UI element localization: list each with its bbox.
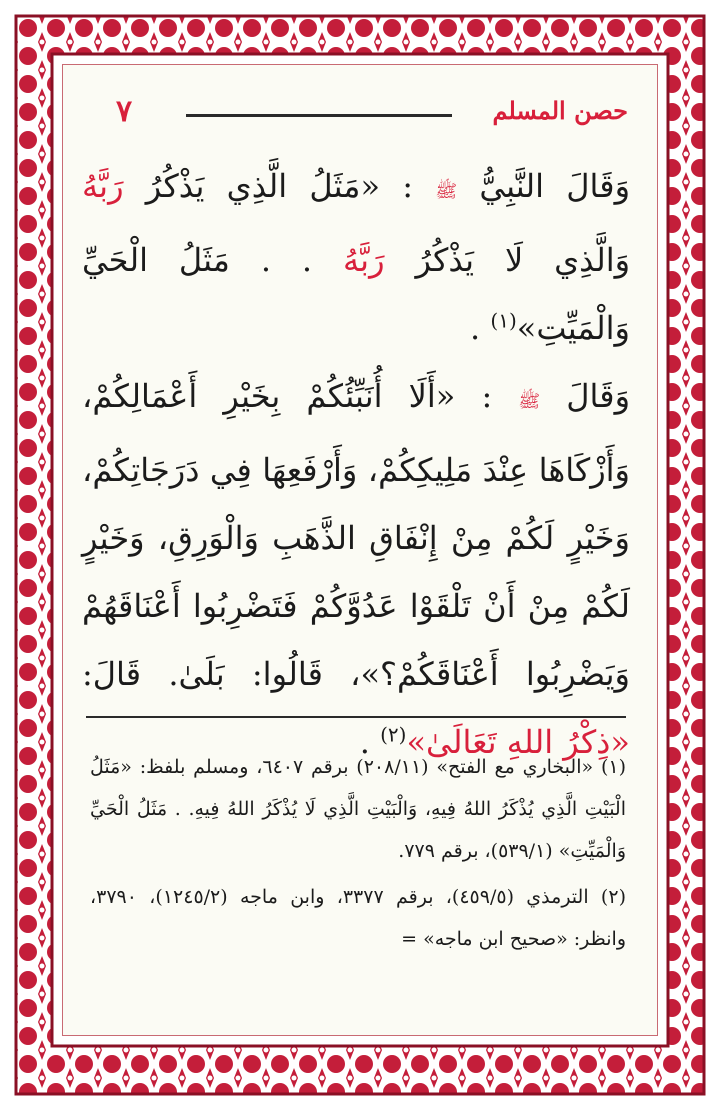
footnote-text: الترمذي (٤٥٩/٥)، برقم ٣٣٧٧، وابن ماجه (١٢٤٥/٢)، ٣٧٩٠، وانظر: «صحيح ابن ماجه» =: [90, 886, 626, 950]
hadith-1-rabbahu-2: رَبَّهُ: [343, 241, 385, 279]
footnotes: [90, 746, 626, 964]
hadith-1-part2: وَالَّذِي لَا يَذْكُرُ: [415, 241, 631, 279]
page-number: ٧: [116, 94, 133, 129]
honorific-icon: ﷺ: [518, 391, 541, 412]
footnote-ref-1[interactable]: (١): [490, 308, 517, 333]
honorific-icon: ﷺ: [435, 181, 458, 202]
hadith-2-intro: وَقَالَ: [566, 377, 631, 415]
header-rule: [186, 114, 452, 117]
hadith-1-end: .: [470, 309, 481, 347]
hadith-1-part1: مَثَلُ الَّذِي يَذْكُرُ: [145, 167, 361, 205]
hadith-1-intro: وَقَالَ النَّبِيُّ: [479, 167, 631, 205]
footnote-divider: [86, 716, 626, 718]
hadith-1-part3: . . مَثَلُ الْحَيِّ وَالْمَيِّتِ»: [82, 241, 630, 347]
page-header: [100, 92, 628, 136]
hadith-2-allah: اللهِ: [506, 723, 554, 761]
hadith-2: [82, 362, 630, 776]
hadith-2-dhikr: «ذِكْرُ: [563, 723, 630, 761]
hadith-1: [82, 152, 630, 362]
footnote-number: (١): [600, 756, 626, 778]
hadith-2-end: .: [359, 723, 370, 761]
hadith-1-rabbahu-1: رَبَّهُ: [82, 167, 124, 205]
hadith-2-body: : «أَلَا أُنَبِّئُكُمْ بِخَيْرِ أَعْمَالِكُمْ، وَأَزْكَاهَا عِنْدَ مَلِيكِكُمْ، وَأَرْفَعِهَا فِي دَرَجَاتِكُمْ، وَخَيْرٍ لَكُمْ مِنْ إِنْفَاقِ الذَّهَبِ وَالْوَرِقِ، وَخَيْرٍ لَكُمْ مِنْ أَنْ تَلْقَوْا عَدُوَّكُمْ فَتَضْرِبُوا أَعْنَاقَهُمْ وَيَضْرِبُوا أَعْنَاقَكُمْ؟»، قَالُوا: بَلَىٰ. قَالَ:: [82, 377, 630, 693]
footnote-ref-2[interactable]: (٢): [380, 722, 407, 747]
footnote-number: (٢): [600, 886, 626, 908]
hadith-2-taala: تَعَالَىٰ»: [406, 723, 497, 761]
footnote-2: [90, 876, 626, 960]
hadith-1-colon: : «: [360, 167, 414, 205]
footnote-1: [90, 746, 626, 872]
book-title: حصن المسلم: [492, 96, 628, 125]
main-text: [82, 152, 630, 776]
footnote-text: «البخاري مع الفتح» (٢٠٨/١١) برقم ٦٤٠٧، ومسلم بلفظ: «مَثَلُ الْبَيْتِ الَّذِي يُذْكَرُ اللهُ فِيهِ، وَالْبَيْتِ الَّذِي لَا يُذْكَرُ اللهُ فِيهِ. . مَثَلُ الْحَيِّ وَالْمَيِّتِ» (٥٣٩/١)، برقم ٧٧٩.: [90, 756, 626, 862]
